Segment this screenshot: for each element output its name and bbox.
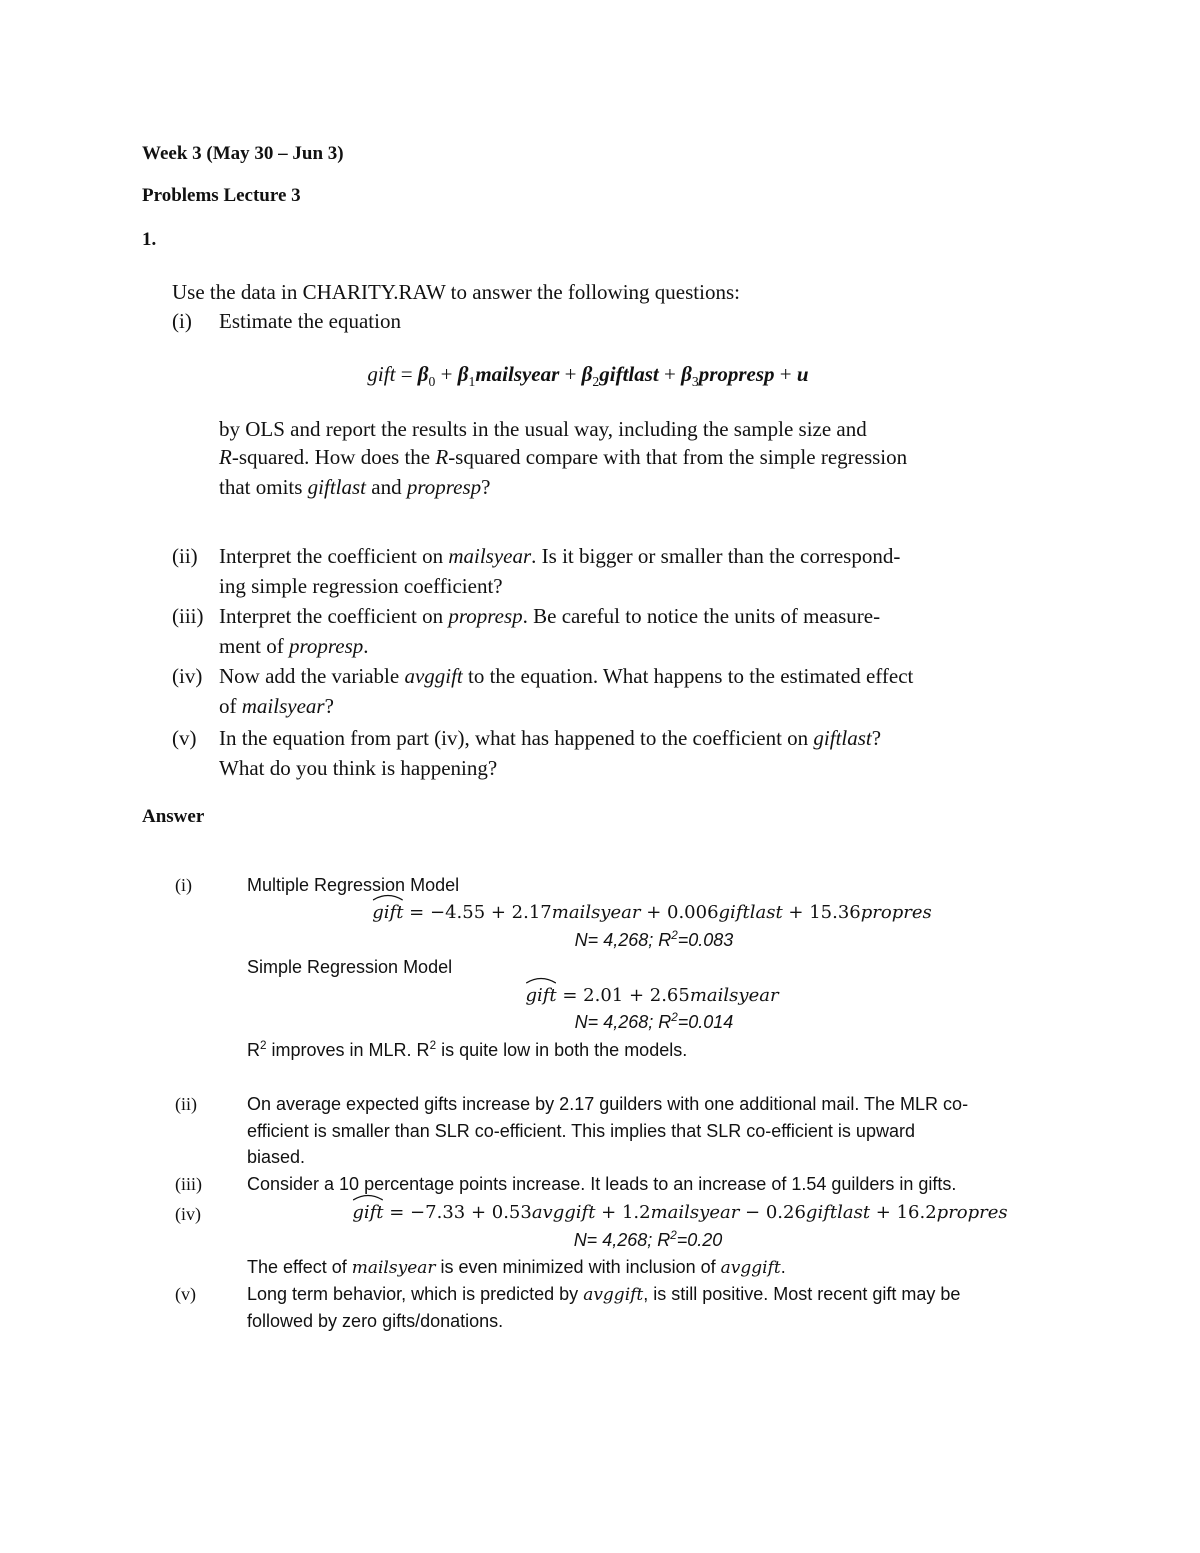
q-v-line2: What do you think is happening? — [219, 756, 498, 780]
eq-var-mailsyear: mailsyear — [475, 362, 560, 386]
q-iii-label: (iii) — [172, 604, 204, 628]
r2-comment — [247, 1040, 687, 1061]
a-v-line2: followed by zero gifts/donations. — [247, 1311, 504, 1331]
slr-lhs: gift — [525, 985, 557, 1006]
eq-beta3: β — [681, 362, 692, 386]
iv-stats-b: =0.20 — [676, 1230, 723, 1250]
mlr-var-giftlast: giftlast — [718, 902, 783, 923]
eq-beta0: β — [417, 362, 429, 386]
slr-var-mailsyear: mailsyear — [689, 985, 779, 1006]
eq-plus4: + — [774, 362, 797, 386]
iv-note-b: is even minimized with inclusion of — [435, 1257, 721, 1277]
a-ii-line3: biased. — [247, 1147, 306, 1167]
q-v-var: giftlast — [813, 726, 872, 750]
q-v-label: (v) — [172, 726, 197, 750]
r2-a: R — [247, 1040, 260, 1060]
mlr-lhs-hat — [372, 902, 403, 923]
iv-equation — [352, 1202, 1200, 1223]
iv-var-avggift: avggift — [531, 1202, 596, 1223]
problem-number: 1. — [142, 229, 157, 250]
a-v-label: (v) — [175, 1284, 196, 1304]
q-iii-line1 — [219, 604, 880, 629]
eq-var-giftlast: giftlast — [599, 362, 659, 386]
mlr-stats-b: =0.083 — [677, 930, 734, 950]
q-iv-2var: mailsyear — [241, 694, 325, 718]
eq-beta1-sub: 1 — [468, 374, 476, 390]
slr-rhs-a: = 2.01 + 2.65 — [556, 985, 690, 1006]
iv-var-mailsyear: mailsyear — [650, 1202, 740, 1223]
eq-var-propresp: propresp — [698, 362, 775, 386]
lecture-heading: Problems Lecture 3 — [142, 185, 301, 206]
a-ii-label: (ii) — [175, 1094, 197, 1114]
slr-stats-b: =0.014 — [677, 1012, 734, 1032]
q-i-var-giftlast: giftlast — [307, 475, 367, 499]
iv-stats-sup: 2 — [670, 1229, 677, 1242]
slr-title: Simple Regression Model — [247, 957, 453, 977]
a-i-label: (i) — [175, 875, 192, 895]
q-ii-label: (ii) — [172, 544, 198, 568]
model-equation — [367, 362, 1029, 390]
a-iii-label: (iii) — [175, 1174, 202, 1194]
eq-equals: = — [395, 362, 418, 386]
a-v-1b: , is still positive. Most recent gift may be — [643, 1284, 961, 1304]
mlr-stats-a: N= 4,268; R — [574, 930, 672, 950]
question-intro-text: Use the data in CHARITY.RAW to answer the following questions: — [172, 280, 740, 304]
mlr-var-propres: propres — [860, 902, 932, 923]
slr-equation — [525, 985, 905, 1006]
q-i-body2-a: -squared. How does the — [231, 445, 436, 469]
q-i-body3-c: ? — [481, 475, 491, 499]
r2-b: improves in MLR. R — [266, 1040, 430, 1060]
q-iii-2b: . — [363, 634, 369, 658]
iv-var-giftlast: giftlast — [805, 1202, 871, 1223]
q-ii-1b: . Is it bigger or smaller than the correspond- — [531, 544, 901, 568]
mlr-stats — [574, 929, 813, 951]
q-v-line1 — [219, 726, 881, 751]
mlr-rhs-b: + 0.006 — [640, 902, 719, 923]
r2-c: is quite low in both the models. — [436, 1040, 688, 1060]
q-i-body-line3 — [219, 475, 490, 500]
a-iv-label: (iv) — [175, 1204, 201, 1224]
r2-sup1: 2 — [260, 1039, 267, 1052]
eq-plus1: + — [435, 362, 458, 386]
q-iii-2a: ment of — [219, 634, 289, 658]
q-i-body-line2 — [219, 445, 907, 470]
q-i-body3-a: that omits — [219, 475, 308, 499]
q-ii-line2: ing simple regression coefficient? — [219, 574, 503, 598]
eq-beta0-sub: 0 — [428, 374, 436, 390]
iv-rhs-d: + 16.2 — [870, 1202, 937, 1223]
q-i-label: (i) — [172, 309, 192, 333]
mlr-equation — [372, 902, 1200, 923]
q-i-var-propresp: propresp — [406, 475, 482, 499]
eq-beta2: β — [581, 362, 593, 386]
eq-plus3: + — [658, 362, 682, 386]
eq-error-u: u — [796, 362, 809, 386]
eq-beta1: β — [457, 362, 469, 386]
slr-stats — [574, 1011, 813, 1033]
q-i-r-symbol: R — [219, 445, 232, 469]
eq-lhs: gift — [367, 362, 396, 386]
mlr-stats-sup: 2 — [671, 929, 678, 942]
a-v-1a: Long term behavior, which is predicted by — [247, 1284, 584, 1304]
mlr-rhs-a: = −4.55 + 2.17 — [403, 902, 552, 923]
q-iv-line1 — [219, 664, 913, 689]
q-iv-2a: of — [219, 694, 242, 718]
a-iv-note — [247, 1257, 786, 1278]
mlr-var-mailsyear: mailsyear — [551, 902, 641, 923]
q-ii-line1 — [219, 544, 900, 569]
iv-var-propres: propres — [936, 1202, 1008, 1223]
a-iii-line1: Consider a 10 percentage points increase. It leads to an increase of 1.54 guilders in gifts. — [247, 1174, 957, 1194]
slr-lhs-hat — [525, 985, 556, 1006]
mlr-rhs-c: + 15.36 — [782, 902, 861, 923]
iv-stats — [573, 1229, 797, 1251]
q-i-r-symbol-2: R — [435, 445, 449, 469]
answer-heading: Answer — [142, 806, 205, 827]
q-i-body2-b: -squared compare with that from the simple regression — [448, 445, 908, 469]
a-ii-line2: efficient is smaller than SLR co-efficient. This implies that SLR co-efficient is upward — [247, 1121, 915, 1141]
q-i-body-line1: by OLS and report the results in the usual way, including the sample size and — [219, 417, 867, 441]
eq-beta3-sub: 3 — [691, 374, 699, 390]
q-ii-1a: Interpret the coefficient on — [219, 544, 449, 568]
q-iii-1a: Interpret the coefficient on — [219, 604, 449, 628]
q-i-text: Estimate the equation — [219, 309, 401, 333]
iv-lhs: gift — [352, 1202, 384, 1223]
q-iv-1b: to the equation. What happens to the estimated effect — [462, 664, 914, 688]
iv-note-var1: mailsyear — [351, 1258, 436, 1278]
mlr-lhs: gift — [372, 902, 404, 923]
iv-rhs-a: = −7.33 + 0.53 — [383, 1202, 532, 1223]
q-v-1a: In the equation from part (iv), what has happened to the coefficient on — [219, 726, 814, 750]
q-iv-var: avggift — [404, 664, 463, 688]
q-iii-var: propresp — [448, 604, 523, 628]
q-iii-2var: propresp — [288, 634, 364, 658]
q-iii-line2 — [219, 634, 369, 659]
iv-note-a: The effect of — [247, 1257, 352, 1277]
slr-stats-sup: 2 — [671, 1011, 678, 1024]
a-v-var: avggift — [583, 1285, 644, 1305]
q-iv-1a: Now add the variable — [219, 664, 405, 688]
iv-stats-a: N= 4,268; R — [573, 1230, 671, 1250]
q-iv-2b: ? — [324, 694, 334, 718]
iv-rhs-c: − 0.26 — [739, 1202, 806, 1223]
eq-plus2: + — [559, 362, 582, 386]
q-iii-1b: . Be careful to notice the units of measure- — [522, 604, 881, 628]
question-intro — [172, 280, 740, 305]
week-heading: Week 3 (May 30 – Jun 3) — [142, 143, 344, 164]
iv-note-var2: avggift — [720, 1258, 781, 1278]
mlr-title: Multiple Regression Model — [247, 875, 460, 895]
a-ii-line1: On average expected gifts increase by 2.17 guilders with one additional mail. The MLR co- — [247, 1094, 969, 1114]
iv-lhs-hat — [352, 1202, 383, 1223]
eq-beta2-sub: 2 — [592, 374, 600, 390]
iv-rhs-b: + 1.2 — [595, 1202, 651, 1223]
iv-note-c: . — [780, 1257, 786, 1277]
a-v-line1 — [247, 1284, 960, 1305]
q-iv-line2 — [219, 694, 334, 719]
q-v-1b: ? — [871, 726, 882, 750]
q-i-body3-b: and — [366, 475, 407, 499]
slr-stats-a: N= 4,268; R — [574, 1012, 672, 1032]
r2-sup2: 2 — [429, 1039, 437, 1052]
q-iv-label: (iv) — [172, 664, 203, 688]
q-ii-var: mailsyear — [448, 544, 532, 568]
